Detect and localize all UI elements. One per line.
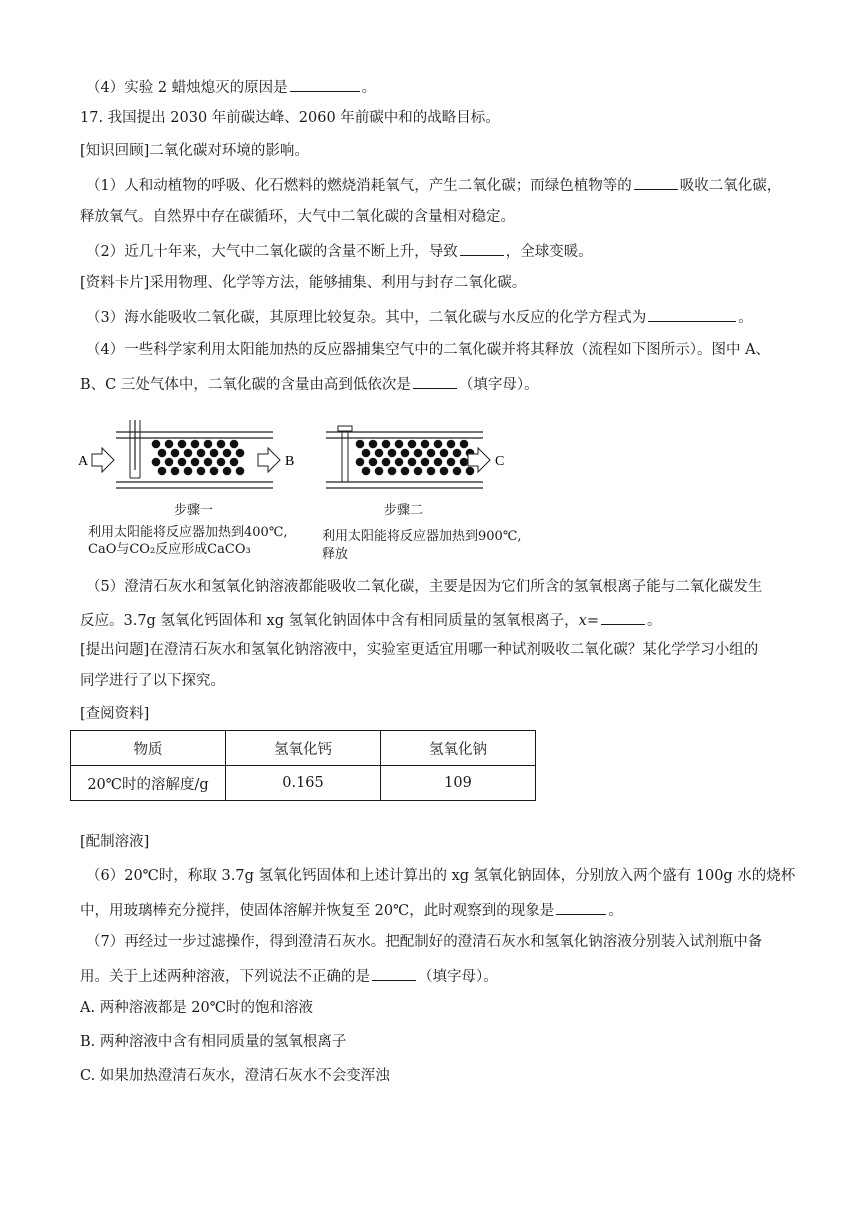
particle xyxy=(421,458,430,467)
variable-x: x xyxy=(578,613,587,629)
particle xyxy=(152,440,161,449)
q6-line-2 xyxy=(80,899,623,921)
answer-blank[interactable] xyxy=(413,373,457,389)
punct: 。 xyxy=(646,613,662,629)
particle xyxy=(395,458,404,467)
label-c: C xyxy=(495,454,505,469)
solubility-table xyxy=(70,730,536,801)
particle xyxy=(204,440,213,449)
knowledge-review: [知识回顾]二氧化碳对环境的影响。 xyxy=(80,143,309,159)
q6-line-1: （6）20℃时，称取 3.7g 氢氧化钙固体和上述计算出的 xg 氢氧化钠固体，分别放入两个盛有 100g 水的烧杯 xyxy=(86,868,796,884)
reactor-step-2 xyxy=(326,426,483,488)
particle xyxy=(395,440,404,449)
label-a: A xyxy=(78,454,89,469)
q3-text: （3）海水能吸收二氧化碳，其原理比较复杂。其中，二氧化碳与水反应的化学方程式为 xyxy=(86,310,647,326)
answer-blank[interactable] xyxy=(372,965,416,981)
q2-line xyxy=(86,240,593,262)
particle xyxy=(191,458,200,467)
particle xyxy=(223,467,232,476)
option-c[interactable]: C. 如果加热澄清石灰水，澄清石灰水不会变浑浊 xyxy=(80,1068,390,1084)
particle xyxy=(408,440,417,449)
answer-blank[interactable] xyxy=(290,76,360,92)
particle xyxy=(401,467,410,476)
particle xyxy=(158,449,167,458)
particle xyxy=(158,467,167,476)
punct: 。 xyxy=(738,310,753,326)
step-1-desc-1: 利用太阳能将反应器加热到400℃, xyxy=(88,525,288,540)
punct: 。 xyxy=(361,80,377,96)
lookup-heading: [查阅资料] xyxy=(80,706,150,722)
table-row xyxy=(71,766,536,801)
step-1-desc-2: CaO与CO₂反应形成CaCO₃ xyxy=(88,542,251,557)
particle xyxy=(434,458,443,467)
label-b: B xyxy=(285,454,295,469)
reactor-diagram xyxy=(78,420,558,570)
q7-line-1: （7）再经过一步过滤操作，得到澄清石灰水。把配制好的澄清石灰水和氢氧化钠溶液分别装入试剂瓶中备 xyxy=(86,934,763,950)
particle xyxy=(165,440,174,449)
q2-text-b: ，全球变暖。 xyxy=(505,244,593,260)
q4-line-1: （4）一些科学家利用太阳能加热的反应器捕集空气中的二氧化碳并将其释放（流程如下图所示）。图中 A、 xyxy=(86,342,771,358)
answer-blank[interactable] xyxy=(601,609,645,625)
q4-text: B、C 三处气体中，二氧化碳的含量由高到低依次是 xyxy=(80,377,411,393)
particle xyxy=(236,467,245,476)
particle xyxy=(210,449,219,458)
q3-line xyxy=(86,306,753,328)
option-a[interactable]: A. 两种溶液都是 20℃时的饱和溶液 xyxy=(80,1000,313,1016)
particle xyxy=(401,449,410,458)
q7-text-c: （填字母）。 xyxy=(418,969,498,985)
particle xyxy=(217,458,226,467)
particle xyxy=(191,440,200,449)
answer-blank[interactable] xyxy=(556,899,606,915)
particle xyxy=(453,467,462,476)
data-card: [资料卡片]采用物理、化学等方法，能够捕集、利用与封存二氧化碳。 xyxy=(80,275,527,291)
arrow-b xyxy=(258,448,280,472)
particle xyxy=(217,440,226,449)
particle xyxy=(369,440,378,449)
particle xyxy=(375,467,384,476)
q1-line-1 xyxy=(86,174,781,196)
particle xyxy=(362,449,371,458)
reactor-step-1 xyxy=(116,420,273,488)
particle xyxy=(388,449,397,458)
particle xyxy=(178,440,187,449)
q17-title: 17. 我国提出 2030 年前碳达峰、2060 年前碳中和的战略目标。 xyxy=(80,110,500,126)
answer-blank[interactable] xyxy=(634,174,678,190)
question-line-2: 同学进行了以下探究。 xyxy=(80,673,225,689)
table-cell: 20℃时的溶解度/g xyxy=(71,766,226,801)
q7-text: 用。关于上述两种溶液，下列说法不正确的是 xyxy=(80,969,370,985)
q16-4-line xyxy=(86,76,376,98)
answer-blank[interactable] xyxy=(460,240,504,256)
particle xyxy=(460,440,469,449)
particle xyxy=(184,449,193,458)
step-2-label: 步骤二 xyxy=(384,503,424,518)
option-b[interactable]: B. 两种溶液中含有相同质量的氢氧根离子 xyxy=(80,1034,347,1050)
q1-line-2: 释放氧气。自然界中存在碳循环，大气中二氧化碳的含量相对稳定。 xyxy=(80,209,515,225)
reactant-particles-1 xyxy=(152,440,245,476)
equals-sign: = xyxy=(586,613,599,629)
particle xyxy=(369,458,378,467)
particle xyxy=(453,449,462,458)
particle xyxy=(447,458,456,467)
arrow-a xyxy=(92,448,114,472)
q16-4-text: （4）实验 2 蜡烛熄灭的原因是 xyxy=(86,80,288,96)
particle xyxy=(230,458,239,467)
reactant-particles-2 xyxy=(356,440,475,476)
particle xyxy=(382,458,391,467)
prepare-heading: [配制溶液] xyxy=(80,834,150,850)
particle xyxy=(171,449,180,458)
step-1-label: 步骤一 xyxy=(174,503,214,518)
q5-line-2 xyxy=(80,609,661,631)
punct: 。 xyxy=(608,903,623,919)
particle xyxy=(434,440,443,449)
particle xyxy=(382,440,391,449)
q1-text-b: 吸收二氧化碳， xyxy=(679,178,782,194)
particle xyxy=(356,440,365,449)
table-cell: 109 xyxy=(381,766,536,801)
particle xyxy=(427,449,436,458)
table-header: 氢氧化钠 xyxy=(381,731,536,766)
particle xyxy=(414,449,423,458)
particle xyxy=(165,458,174,467)
q7-line-2 xyxy=(80,965,498,987)
particle xyxy=(440,449,449,458)
particle xyxy=(466,467,475,476)
table-cell: 0.165 xyxy=(226,766,381,801)
q1-text: （1）人和动植物的呼吸、化石燃料的燃烧消耗氧气，产生二氧化碳；而绿色植物等的 xyxy=(86,178,632,194)
table-header: 氢氧化钙 xyxy=(226,731,381,766)
particle xyxy=(223,449,232,458)
q2-text: （2）近几十年来，大气中二氧化碳的含量不断上升，导致 xyxy=(86,244,458,260)
q6-text: 中，用玻璃棒充分搅拌，使固体溶解并恢复至 20℃，此时观察到的现象是 xyxy=(80,903,555,919)
particle xyxy=(362,467,371,476)
q5-line-1: （5）澄清石灰水和氢氧化钠溶液都能吸收二氧化碳，主要是因为它们所含的氢氧根离子能与二氧化碳发生 xyxy=(86,579,763,595)
q5-text: 反应。3.7g 氢氧化钙固体和 xg 氢氧化钠固体中含有相同质量的氢氧根离子， xyxy=(80,613,579,629)
particle xyxy=(204,458,213,467)
table-header: 物质 xyxy=(71,731,226,766)
particle xyxy=(356,458,365,467)
particle xyxy=(421,440,430,449)
particle xyxy=(388,467,397,476)
particle xyxy=(447,440,456,449)
particle xyxy=(440,467,449,476)
step-2-desc-2: 释放 xyxy=(322,547,349,562)
question-line-1: [提出问题]在澄清石灰水和氢氧化钠溶液中，实验室更适宜用哪一种试剂吸收二氧化碳？某化学学习小组的 xyxy=(80,642,759,658)
particle xyxy=(230,440,239,449)
particle xyxy=(197,467,206,476)
step-2-desc-1: 利用太阳能将反应器加热到900℃, xyxy=(322,529,522,544)
particle xyxy=(414,467,423,476)
answer-blank[interactable] xyxy=(648,306,736,322)
particle xyxy=(408,458,417,467)
particle xyxy=(178,458,187,467)
particle xyxy=(171,467,180,476)
particle xyxy=(152,458,161,467)
particle xyxy=(375,449,384,458)
particle xyxy=(427,467,436,476)
particle xyxy=(236,449,245,458)
particle xyxy=(210,467,219,476)
q4-text-c: （填字母）。 xyxy=(458,377,539,393)
table-header-row xyxy=(71,731,536,766)
particle xyxy=(197,449,206,458)
particle xyxy=(460,458,469,467)
particle xyxy=(184,467,193,476)
q4-line-2 xyxy=(80,373,539,395)
